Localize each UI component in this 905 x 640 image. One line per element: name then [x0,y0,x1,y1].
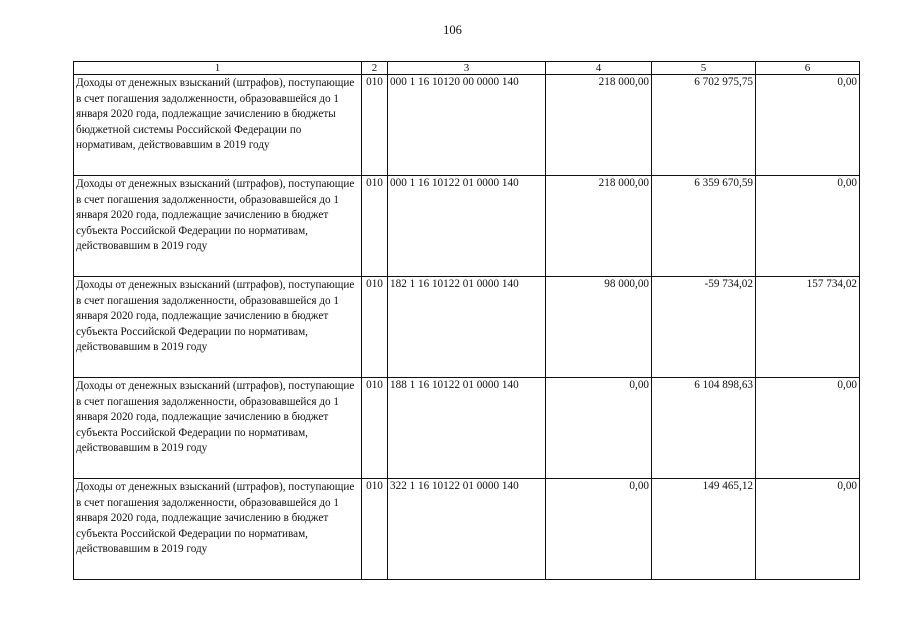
column-header-5: 5 [652,62,756,75]
row-col6-value: 0,00 [756,479,860,580]
row-name: Доходы от денежных взысканий (штрафов), поступающие в счет погашения задолженности, образовавшейся до 1 января 2020 года, подлежащие зачислению в бюджет субъекта Российской Федерации по нормативам, действовавшим в 2019 году [74,277,362,378]
column-header-1: 1 [74,62,362,75]
row-admin-code: 010 [362,378,388,479]
table-row [74,378,860,479]
column-number-row [74,62,860,75]
row-admin-code: 010 [362,75,388,176]
row-admin-code: 010 [362,277,388,378]
row-kbk-code: 182 1 16 10122 01 0000 140 [388,277,546,378]
table-row [74,176,860,277]
row-kbk-code: 000 1 16 10120 00 0000 140 [388,75,546,176]
row-col4-value: 98 000,00 [546,277,652,378]
row-col6-value: 0,00 [756,75,860,176]
row-col6-value: 0,00 [756,378,860,479]
row-col5-value: -59 734,02 [652,277,756,378]
table-row [74,75,860,176]
row-col6-value: 157 734,02 [756,277,860,378]
column-header-2: 2 [362,62,388,75]
row-col4-value: 0,00 [546,479,652,580]
row-col5-value: 6 359 670,59 [652,176,756,277]
row-admin-code: 010 [362,479,388,580]
row-col5-value: 149 465,12 [652,479,756,580]
row-name: Доходы от денежных взысканий (штрафов), поступающие в счет погашения задолженности, образовавшейся до 1 января 2020 года, подлежащие зачислению в бюджет субъекта Российской Федерации по нормативам, действовавшим в 2019 году [74,176,362,277]
row-kbk-code: 000 1 16 10122 01 0000 140 [388,176,546,277]
page-number: 106 [443,23,462,37]
row-col5-value: 6 702 975,75 [652,75,756,176]
row-kbk-code: 322 1 16 10122 01 0000 140 [388,479,546,580]
row-name: Доходы от денежных взысканий (штрафов), поступающие в счет погашения задолженности, образовавшейся до 1 января 2020 года, подлежащие зачислению в бюджеты бюджетной системы Российской Федерации по нормативам, действовавшим в 2019 году [74,75,362,176]
column-header-6: 6 [756,62,860,75]
row-col5-value: 6 104 898,63 [652,378,756,479]
row-kbk-code: 188 1 16 10122 01 0000 140 [388,378,546,479]
row-name: Доходы от денежных взысканий (штрафов), поступающие в счет погашения задолженности, образовавшейся до 1 января 2020 года, подлежащие зачислению в бюджет субъекта Российской Федерации по нормативам, действовавшим в 2019 году [74,479,362,580]
table-row [74,479,860,580]
column-header-4: 4 [546,62,652,75]
row-col6-value: 0,00 [756,176,860,277]
row-admin-code: 010 [362,176,388,277]
row-col4-value: 218 000,00 [546,75,652,176]
row-col4-value: 218 000,00 [546,176,652,277]
column-header-3: 3 [388,62,546,75]
revenue-table [73,61,860,580]
row-name: Доходы от денежных взысканий (штрафов), поступающие в счет погашения задолженности, образовавшейся до 1 января 2020 года, подлежащие зачислению в бюджет субъекта Российской Федерации по нормативам, действовавшим в 2019 году [74,378,362,479]
table-row [74,277,860,378]
row-col4-value: 0,00 [546,378,652,479]
